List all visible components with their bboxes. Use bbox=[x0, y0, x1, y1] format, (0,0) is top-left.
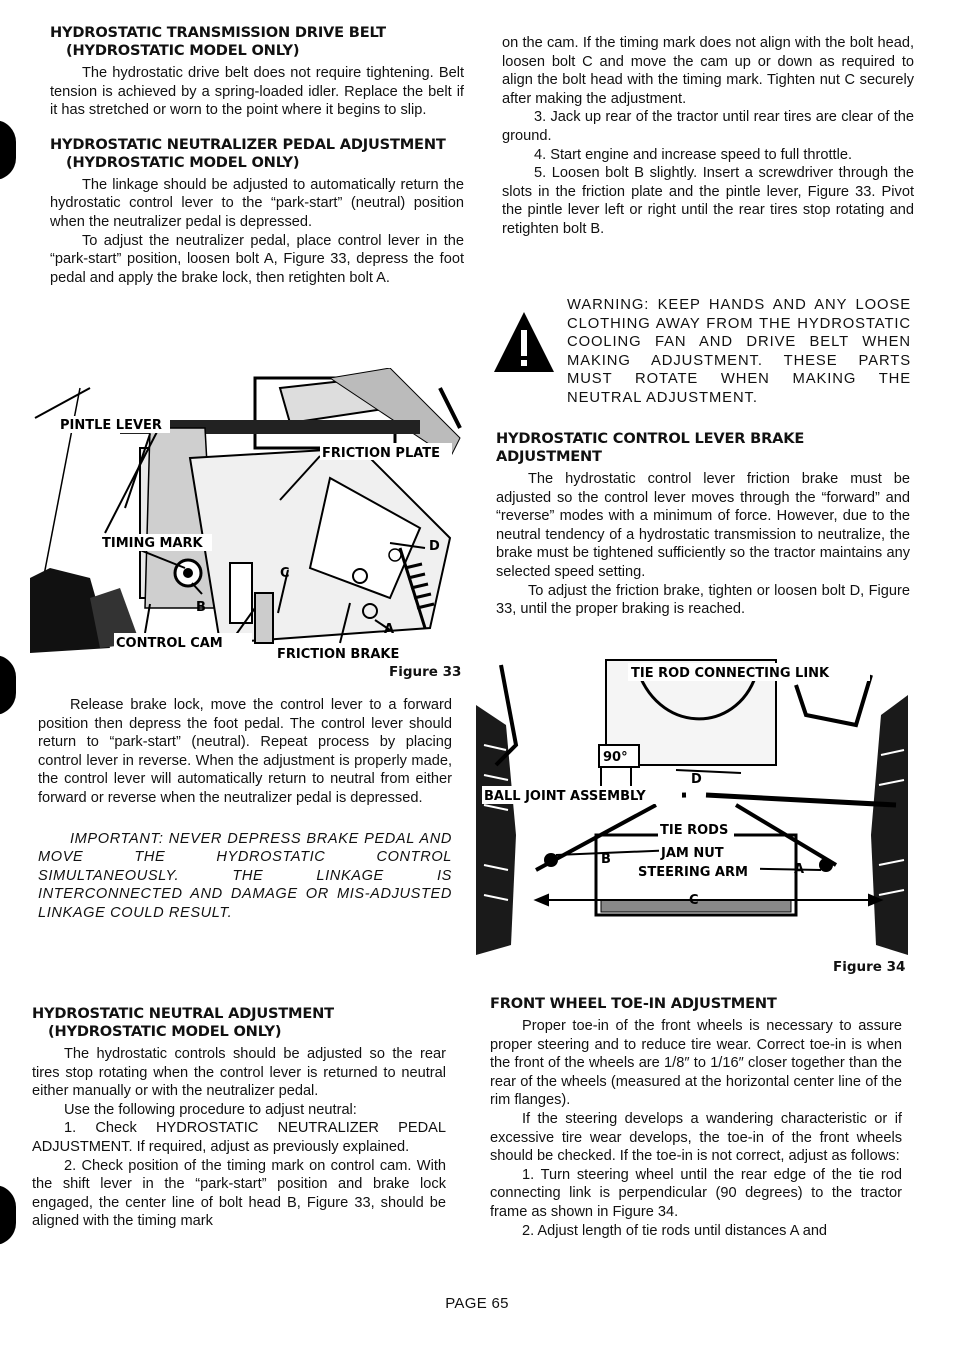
label-jam-nut: JAM NUT bbox=[661, 846, 724, 861]
paragraph: To adjust the friction brake, tighten or loosen bolt D, Figure 33, until the proper braking is reached. bbox=[496, 582, 910, 618]
section-title: HYDROSTATIC NEUTRAL ADJUSTMENT (HYDROSTATIC MODEL ONLY) bbox=[32, 1005, 334, 1040]
step: 2. Check position of the timing mark on control cam. With the shift lever in the “park-start” position and brake lock engaged, the center line of bolt head B, Figure 33, should be aligned with the timing mark bbox=[32, 1157, 446, 1230]
label-d: D bbox=[691, 772, 702, 787]
left-column-top bbox=[50, 24, 464, 287]
figure-34 bbox=[476, 655, 908, 955]
label-c: C bbox=[280, 566, 290, 581]
label-ball-joint-assembly: BALL JOINT ASSEMBLY bbox=[484, 789, 646, 804]
binder-hole-mark bbox=[0, 120, 16, 180]
paragraph: The hydrostatic drive belt does not require tightening. Belt tension is achieved by a spring-loaded idler. Replace the belt if it has stretched or worn to the point where it begins to slip. bbox=[50, 65, 464, 119]
step: 3. Jack up rear of the tractor until rear tires are clear of the ground. bbox=[502, 109, 914, 144]
figure-caption: Figure 33 bbox=[389, 664, 462, 680]
label-c: C bbox=[689, 893, 699, 908]
step: 1. Turn steering wheel until the rear edge of the tie rod connecting link is perpendicular (90 degrees) to the tractor frame as shown in Figure 34. bbox=[490, 1166, 902, 1220]
section-title: HYDROSTATIC TRANSMISSION DRIVE BELT (HYDROSTATIC MODEL ONLY) bbox=[50, 24, 386, 59]
left-column-bottom bbox=[32, 1005, 446, 1231]
paragraph: Use the following procedure to adjust neutral: bbox=[64, 1101, 357, 1118]
section-title: HYDROSTATIC CONTROL LEVER BRAKE ADJUSTMENT bbox=[496, 430, 805, 465]
label-timing-mark: TIMING MARK bbox=[102, 536, 203, 551]
label-steering-arm: STEERING ARM bbox=[638, 865, 748, 880]
section-title: FRONT WHEEL TOE-IN ADJUSTMENT bbox=[490, 995, 777, 1012]
figure-33 bbox=[30, 368, 462, 658]
label-friction-plate: FRICTION PLATE bbox=[322, 446, 441, 461]
right-column-middle bbox=[496, 430, 910, 619]
step: 1. Check HYDROSTATIC NEUTRALIZER PEDAL ADJUSTMENT. If required, adjust as previously explained. bbox=[32, 1120, 446, 1155]
warning-icon bbox=[492, 310, 556, 379]
label-d: D bbox=[429, 539, 440, 554]
label-90-degrees: 90° bbox=[603, 750, 628, 765]
label-tie-rod-connecting-link: TIE ROD CONNECTING LINK bbox=[631, 666, 830, 681]
paragraph: The linkage should be adjusted to automatically return the hydrostatic control lever to the “park-start” (neutral) position when the neutralizer pedal is depressed. bbox=[50, 176, 464, 230]
paragraph: To adjust the neutralizer pedal, place control lever in the “park-start” position, loosen bolt A, Figure 33, depress the foot pedal and apply the brake lock, then retighten bolt A. bbox=[50, 232, 464, 286]
label-b: B bbox=[601, 852, 611, 867]
label-control-cam: CONTROL CAM bbox=[116, 636, 223, 651]
label-pintle-lever: PINTLE LEVER bbox=[60, 418, 162, 433]
page-number: PAGE 65 bbox=[445, 1295, 509, 1312]
right-column-top bbox=[502, 34, 914, 239]
paragraph: Release brake lock, move the control lever to a forward position then depress the foot pedal. The control lever should return to “park-start” (neutral). Repeat process by placing control lever in reverse. When the adjustment is properly made, the control lever will automatically return to neutral from either forward or reverse when the neutralizer pedal is depressed. bbox=[38, 697, 452, 806]
binder-hole-mark bbox=[0, 655, 16, 715]
warning-text: WARNING: KEEP HANDS AND ANY LOOSE CLOTHING AWAY FROM THE HYDROSTATIC COOLING FAN AND DRIVE BELT WHEN MAKING ADJUSTMENT. THESE PARTS MUST ROTATE WHEN MAKING THE NEUTRAL ADJUSTMENT. bbox=[567, 297, 911, 406]
left-column-middle bbox=[38, 696, 452, 923]
label-a: A bbox=[384, 622, 395, 637]
label-friction-brake: FRICTION BRAKE bbox=[277, 647, 400, 658]
step: 4. Start engine and increase speed to full throttle. bbox=[534, 146, 853, 163]
step: 2. Adjust length of tie rods until distances A and bbox=[522, 1222, 828, 1239]
section-title: HYDROSTATIC NEUTRALIZER PEDAL ADJUSTMENT (HYDROSTATIC MODEL ONLY) bbox=[50, 135, 446, 171]
paragraph: Proper toe-in of the front wheels is necessary to assure proper steering and to reduce tire wear. Correct toe-in is when the front of the wheels are 1/8″ to 1/16″ closer together than the rear of the wheels (measured at the horizontal center line of the rim flanges). bbox=[490, 1018, 902, 1109]
label-tie-rods: TIE RODS bbox=[660, 823, 729, 838]
paragraph: The hydrostatic control lever friction brake must be adjusted so the control lever moves through the “forward” and “reverse” modes with a minimum of force. However, due to the neutral tendency of a hydrostatic transmission to neutralize, the brake must be tightened sufficiently so the tractor maintains any selected speed setting. bbox=[496, 471, 910, 580]
paragraph: If the steering develops a wandering characteristic or if excessive tire wear develops, the toe-in of the front wheels should be checked. If the toe-in is not correct, adjust as follows: bbox=[490, 1110, 902, 1165]
right-column-bottom bbox=[490, 995, 902, 1240]
binder-hole-mark bbox=[0, 1185, 16, 1245]
figure-caption: Figure 34 bbox=[833, 959, 906, 975]
label-b: B bbox=[196, 600, 206, 615]
important-note: IMPORTANT: NEVER DEPRESS BRAKE PEDAL AND MOVE THE HYDROSTATIC CONTROL SIMULTANEOUSLY. THE LINKAGE IS INTERCONNECTED AND DAMAGE OR MIS-ADJUSTED LINKAGE COULD RESULT. bbox=[38, 830, 452, 921]
step: 5. Loosen bolt B slightly. Insert a screwdriver through the slots in the friction plate and the pintle lever, Figure 33. Pivot the pintle lever left or right until the rear tires stop rotating and retighten bolt B. bbox=[502, 165, 914, 237]
paragraph: The hydrostatic controls should be adjusted so the rear tires stop rotating when the control lever is returned to neutral either manually or with the neutralizer pedal. bbox=[32, 1046, 446, 1100]
paragraph: on the cam. If the timing mark does not align with the bolt head, loosen bolt C and move the cam up or down as required to align the bolt head with the timing mark. Tighten nut C securely after making the adjustment. bbox=[502, 35, 914, 107]
label-a: A bbox=[794, 862, 805, 877]
